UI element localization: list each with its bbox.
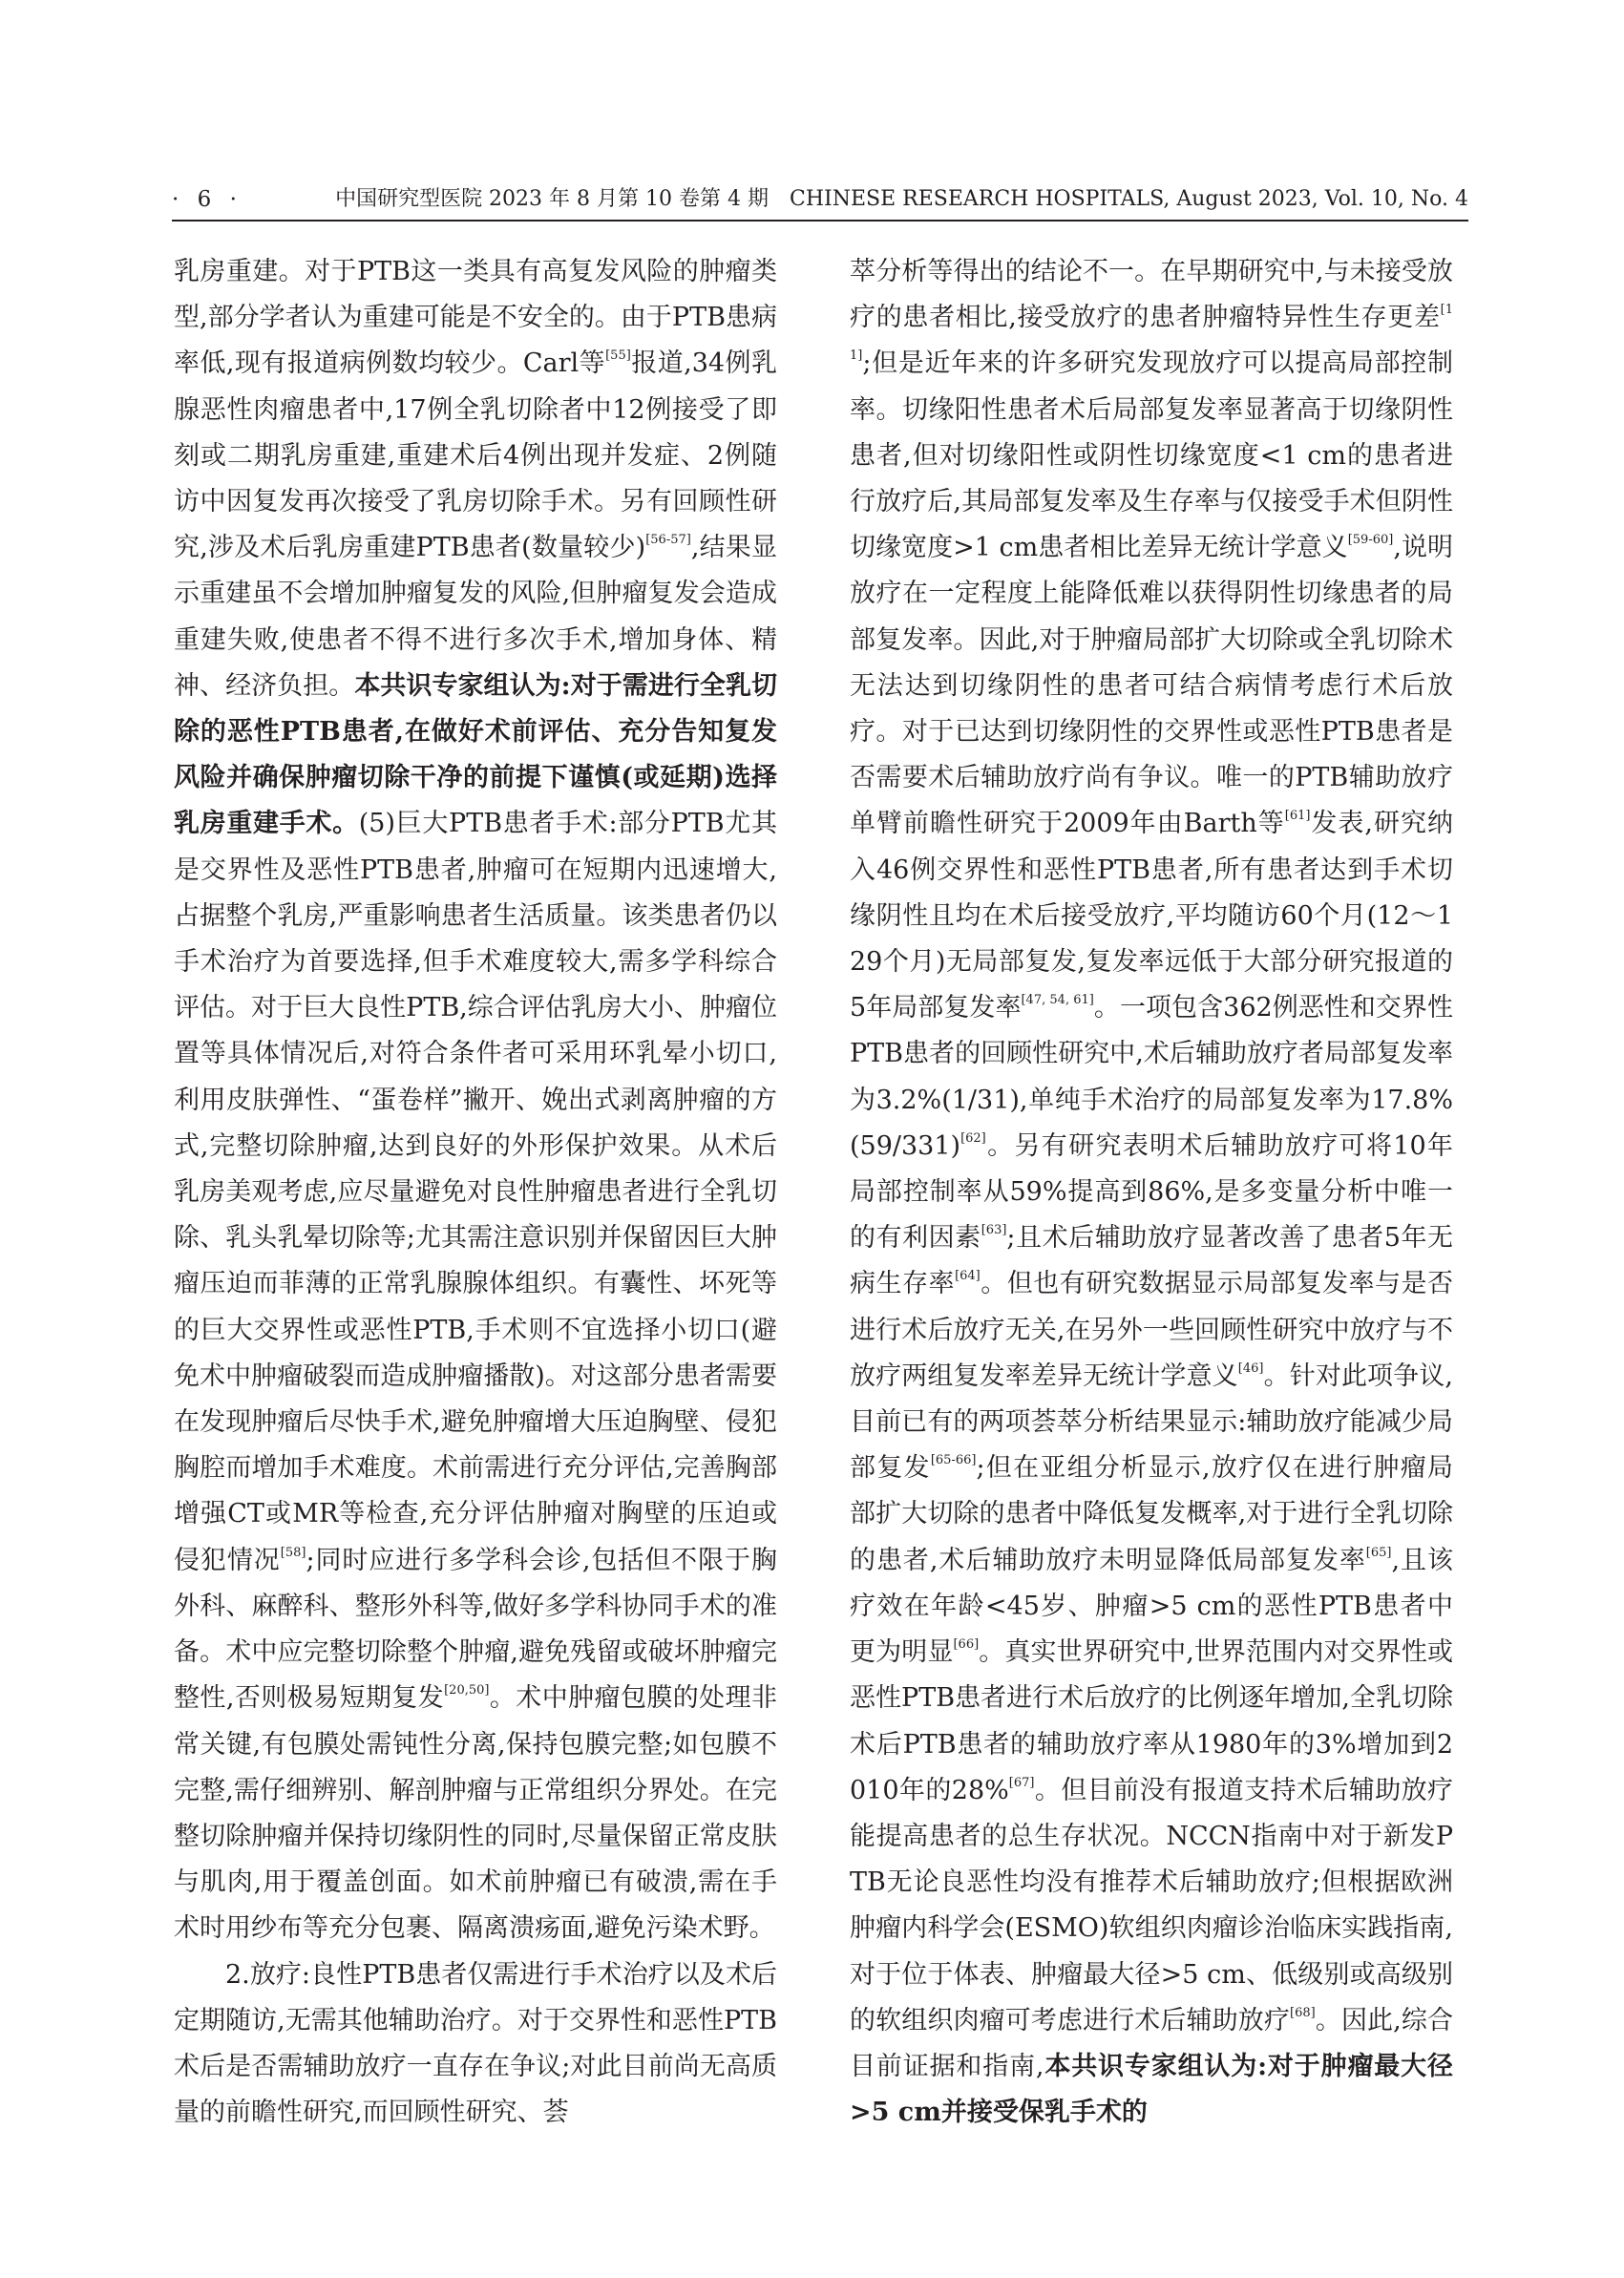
left-column [174, 249, 777, 2136]
journal-citation: 中国研究型医院 2023 年 8 月第 10 卷第 4 期 CHINESE RESEARCH HOSPITALS, August 2023, Vol. 10, No. 4 [335, 187, 1468, 211]
text-run: ,且该疗效在年龄<45岁、肿瘤>5 cm的恶性PTB患者中更为明显 [850, 1545, 1453, 1668]
citation-ref: [65-66] [930, 1453, 977, 1468]
text-run: 。但也有研究数据显示局部复发率与是否进行术后放疗无关,在另外一些回顾性研究中放疗与不放疗两组复发率差异无统计学意义 [850, 1269, 1454, 1391]
citation-ref: [61] [1284, 809, 1311, 824]
text-run: 萃分析等得出的结论不一。在早期研究中,与未接受放疗的患者相比,接受放疗的患者肿瘤特异性生存更差 [850, 257, 1453, 333]
bold-text: 本共识专家组认为:对于需进行全乳切除的恶性PTB患者,在做好术前评估、充分告知复发风险并确保肿瘤切除干净的前提下谨慎(或延期)选择乳房重建手术。 [174, 670, 778, 839]
paragraph [850, 249, 1453, 2136]
text-run: 。针对此项争议,目前已有的两项荟萃分析结果显示:辅助放疗能减少局部复发 [850, 1360, 1453, 1484]
citation-ref: [11] [850, 303, 1453, 364]
bold-text: 本共识专家组认为:对于肿瘤最大径>5 cm并接受保乳手术的 [850, 2051, 1453, 2128]
text-run: 。另有研究表明术后辅助放疗可将10年局部控制率从59%提高到86%,是多变量分析中唯一的有利因素 [850, 1130, 1453, 1254]
text-run: 2.放疗:良性PTB患者仅需进行手术治疗以及术后定期随访,无需其他辅助治疗。对于交界性和恶性PTB术后是否需辅助放疗一直存在争议;对此目前尚无高质量的前瞻性研究,而回顾性研究、荟 [174, 1959, 777, 2128]
text-run: ;同时应进行多学科会诊,包括但不限于胸外科、麻醉科、整形外科等,做好多学科协同手术的准备。术中应完整切除整个肿瘤,避免残留或破坏肿瘤完整性,否则极易短期复发 [174, 1545, 777, 1714]
text-run: ,结果显示重建虽不会增加肿瘤复发的风险,但肿瘤复发会造成重建失败,使患者不得不进行多次手术,增加身体、精神、经济负担。 [174, 533, 777, 701]
citation-ref: [59-60] [1347, 533, 1394, 548]
citation-ref: [20,50] [444, 1683, 490, 1698]
text-run: 。术中肿瘤包膜的处理非常关键,有包膜处需钝性分离,保持包膜完整;如包膜不完整,需仔细辨别、解剖肿瘤与正常组织分界处。在完整切除肿瘤并保持切缘阴性的同时,尽量保留正常皮肤与肌肉,用于覆盖创面。如术前肿瘤已有破溃,需在手术时用纱布等充分包裹、隔离溃疡面,避免污染术野。 [174, 1683, 777, 1944]
citation-ref: [62] [960, 1130, 986, 1146]
right-column [850, 249, 1453, 2136]
text-run: 。真实世界研究中,世界范围内对交界性或恶性PTB患者进行术后放疗的比例逐年增加,全乳切除术后PTB患者的辅助放疗率从1980年的3%增加到2010年的28% [850, 1637, 1453, 1805]
text-run: 报道,34例乳腺恶性肉瘤患者中,17例全乳切除者中12例接受了即刻或二期乳房重建,重建术后4例出现并发症、2例随访中因复发再次接受了乳房切除手术。另有回顾性研究,涉及术后乳房重建PTB患者(数量较少) [174, 348, 777, 563]
paragraph-radiotherapy [174, 1952, 777, 2137]
paragraph [174, 249, 777, 1952]
text-run: 。因此,综合目前证据和指南, [850, 2005, 1453, 2081]
citation-ref: [65] [1365, 1545, 1392, 1560]
citation-ref: [58] [280, 1545, 306, 1560]
text-run: 乳房重建。对于PTB这一类具有高复发风险的肿瘤类型,部分学者认为重建可能是不安全的。由于PTB患病率低,现有报道病例数均较少。Carl等 [174, 257, 777, 379]
text-run: (5)巨大PTB患者手术:部分PTB尤其是交界性及恶性PTB患者,肿瘤可在短期内迅速增大,占据整个乳房,严重影响患者生活质量。该类患者仍以手术治疗为首要选择,但手术难度较大,需多学科综合评估。对于巨大良性PTB,综合评估乳房大小、肿瘤位置等具体情况后,对符合条件者可采用环乳晕小切口,利用皮肤弹性、“蛋卷样”撇开、娩出式剥离肿瘤的方式,完整切除肿瘤,达到良好的外形保护效果。从术后乳房美观考虑,应尽量避免对良性肿瘤患者进行全乳切除、乳头乳晕切除等;尤其需注意识别并保留因巨大肿瘤压迫而菲薄的正常乳腺腺体组织。有囊性、坏死等的巨大交界性或恶性PTB,手术则不宜选择小切口(避免术中肿瘤破裂而造成肿瘤播散)。对这部分患者需要在发现肿瘤后尽快手术,避免肿瘤增大压迫胸壁、侵犯胸腔而增加手术难度。术前需进行充分评估,完善胸部增强CT或MR等检查,充分评估肿瘤对胸壁的压迫或侵犯情况 [174, 809, 777, 1575]
text-run: ,说明放疗在一定程度上能降低难以获得阴性切缘患者的局部复发率。因此,对于肿瘤局部扩大切除或全乳切除术无法达到切缘阴性的患者可结合病情考虑行术后放疗。对于已达到切缘阴性的交界性或恶性PTB患者是否需要术后辅助放疗尚有争议。唯一的PTB辅助放疗单臂前瞻性研究于2009年由Barth等 [850, 533, 1453, 839]
page-number: · 6 · [172, 187, 243, 212]
citation-ref: [56-57] [645, 533, 691, 548]
citation-ref: [47, 54, 61] [1021, 993, 1094, 1008]
text-run: ;且术后辅助放疗显著改善了患者5年无病生存率 [850, 1223, 1453, 1299]
text-run: 。但目前没有报道支持术后辅助放疗能提高患者的总生存状况。NCCN指南中对于新发PTB无论良恶性均没有推荐术后辅助放疗;但根据欧洲肿瘤内科学会(ESMO)软组织肉瘤诊治临床实践指南,对于位于体表、肿瘤最大径>5 cm、低级别或高级别的软组织肉瘤可考虑进行术后辅助放疗 [850, 1775, 1454, 2035]
citation-ref: [67] [1008, 1775, 1035, 1790]
citation-ref: [55] [605, 348, 631, 364]
citation-ref: [68] [1290, 2005, 1316, 2020]
citation-ref: [46] [1237, 1360, 1264, 1376]
text-run: ;但是近年来的许多研究发现放疗可以提高局部控制率。切缘阳性患者术后局部复发率显著高于切缘阴性患者,但对切缘阳性或阴性切缘宽度<1 cm的患者进行放疗后,其局部复发率及生存率与仅接受手术但阴性切缘宽度>1 cm患者相比差异无统计学意义 [850, 348, 1453, 563]
running-header [172, 178, 1468, 221]
text-run: 。一项包含362例恶性和交界性PTB患者的回顾性研究中,术后辅助放疗者局部复发率为3.2%(1/31),单纯手术治疗的局部复发率为17.8%(59/331) [850, 993, 1453, 1161]
text-run: ;但在亚组分析显示,放疗仅在进行肿瘤局部扩大切除的患者中降低复发概率,对于进行全乳切除的患者,术后辅助放疗未明显降低局部复发率 [850, 1453, 1453, 1575]
citation-ref: [63] [981, 1223, 1007, 1238]
text-run: 发表,研究纳入46例交界性和恶性PTB患者,所有患者达到手术切缘阴性且均在术后接受放疗,平均随访60个月(12～129个月)无局部复发,复发率远低于大部分研究报道的5年局部复发率 [850, 809, 1453, 1023]
citation-ref: [64] [955, 1269, 981, 1284]
citation-ref: [66] [953, 1637, 980, 1653]
